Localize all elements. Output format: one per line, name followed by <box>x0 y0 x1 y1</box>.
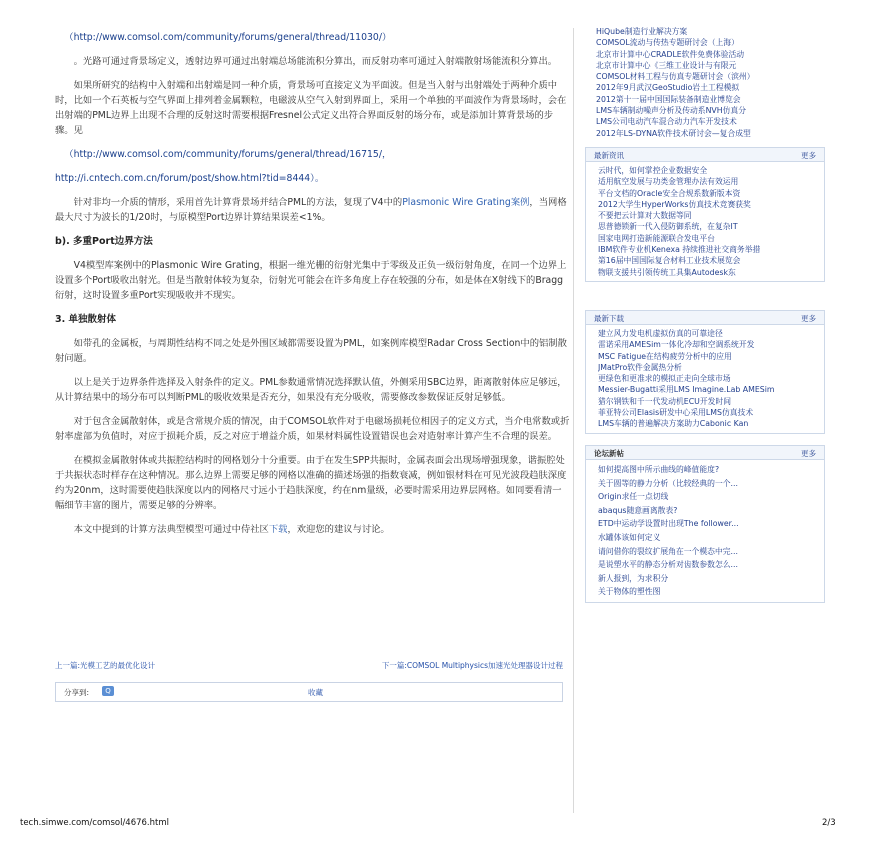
list-item[interactable]: 是说塑水平的静态分析对齿数参数怎么... <box>598 560 738 570</box>
list-item[interactable]: 物联支援共引领传统工具集Autodesk东 <box>598 267 736 277</box>
list-item[interactable]: 第16届中国国际复合材料工业技术展览会 <box>598 256 741 266</box>
column-divider <box>573 28 574 813</box>
forum-more-link[interactable]: 更多 <box>801 449 816 458</box>
events-list <box>596 26 816 139</box>
list-item[interactable]: MSC Fatigue在结构疲劳分析中的应用 <box>598 351 732 361</box>
paragraph-3-b: ，当网格最大尺寸为波长的1/20时，与原模型Port边界计算结果误差<1%。 <box>55 197 567 223</box>
paragraph-3-a: 针对非均一介质的情形，采用首先计算背景场并结合PML的方法，复现了V4中的 <box>73 197 403 208</box>
list-item[interactable]: IBM软件专业机Kenexa 持续推进社交商务举措 <box>598 245 761 255</box>
section-heading-b: b). 多重Port边界方法 <box>55 236 153 247</box>
list-item[interactable]: LMS车辆制动噪声分析及传动系NVH仿真分 <box>596 106 747 116</box>
list-item[interactable]: 如何提高图中所示曲线的峰值能度? <box>598 465 720 474</box>
list-item[interactable]: 关于物体的塑性图 <box>598 587 661 597</box>
list-item[interactable]: Origin求任一点切线 <box>598 492 669 502</box>
list-item[interactable]: 2012大学生HyperWorks仿真技术竞赛获奖 <box>598 199 751 209</box>
forum-title: 论坛新帖 <box>594 449 624 458</box>
list-item[interactable]: 水罐体该如何定义 <box>598 532 661 542</box>
share-qq-icon[interactable]: Q <box>102 686 114 696</box>
section-heading-3: 3. 单独散射体 <box>55 314 117 325</box>
list-item[interactable]: HiQube制造行业解决方案 <box>596 27 688 36</box>
list-item[interactable]: JMatPro软件金属热分析 <box>598 362 682 372</box>
list-item[interactable]: LMS车辆的普遍解决方案助力Cabonic Kan <box>598 419 749 429</box>
list-item[interactable]: ETD中运动学设置时出现The follower... <box>598 519 739 529</box>
paragraph-9-b: ，欢迎您的建议与讨论。 <box>287 524 390 535</box>
thread-link-11030[interactable]: （http://www.comsol.com/community/forums/general/thread/11030/） <box>64 32 392 43</box>
list-item[interactable]: 平台文档的Oracle安全合规系数新版本资 <box>598 188 741 198</box>
paragraph-4: V4模型库案例中的Plasmonic Wire Grating，根据一维光栅的衍射光集中于零级及正负一级衍射角度，在同一个边界上设置多个Port吸收出射光。但是当散射体较为复杂，衍射光可能会在许多角度上存在较强的分布，如是体在X射线下的Bragg衍射，这时设置多重Port实现吸收并不现实。 <box>55 260 567 301</box>
list-item[interactable]: 云时代，如何掌控企业数据安全 <box>598 166 708 175</box>
list-item[interactable]: 雷诺采用AMESim一体化冷却和空调系统开发 <box>598 340 755 350</box>
list-item[interactable]: LMS公司电动汽车混合动力汽车开发技术 <box>596 117 737 127</box>
list-item[interactable]: 国家电网打造新能源联合发电平台 <box>598 233 715 243</box>
list-item[interactable]: 更绿色和更准求的模拟正走向全球市场 <box>598 374 731 384</box>
downloads-box <box>585 310 825 434</box>
list-item[interactable]: 菲亚特公司Elasis研发中心采用LMS仿真技术 <box>598 408 754 418</box>
list-item[interactable]: 猎尔钢铁和千一代发动机ECU开发时间 <box>598 396 732 406</box>
plasmonic-wire-grating-link[interactable]: Plasmonic Wire Grating案例 <box>402 197 530 208</box>
prev-article-link[interactable]: 上一篇:光模工艺的最优化设计 <box>55 661 156 670</box>
favorite-link[interactable]: 收藏 <box>308 688 323 697</box>
list-item[interactable]: 适用航空发展与功类金管理办法有效运用 <box>598 177 739 187</box>
paragraph-9-a: 本文中提到的计算方法典型模型可通过中侍社区 <box>73 524 269 535</box>
forum-header <box>586 446 824 460</box>
paragraph-9 <box>55 522 570 537</box>
downloads-more-link[interactable]: 更多 <box>801 314 816 323</box>
list-item[interactable]: Messier-Bugatti采用LMS Imagine.Lab AMESim <box>598 385 775 395</box>
list-item[interactable]: 关于圆等的静力分析（比较经典的一个... <box>598 478 738 488</box>
list-item[interactable]: 新人报到，为求积分 <box>598 573 669 583</box>
list-item[interactable]: 北京市计算中心《三维工业设计与有限元 <box>596 60 737 70</box>
paragraph-8: 在模拟金属散射体或共振腔结构时的网格划分十分重要。由于在发生SPP共振时，金属表面会出现场增强现象，谐振腔处于共振状态时样存在这种情况。那么边界上需要足够的网格以准确的描述场强的指数衰减，例如银材料在可见光波段趋肤深度约为20nm，这时需要使趋肤深度以内的网格尺寸远小于趋肤深度，约在nm量级，必要时需采用边界层网格。如同要看清一幅细节丰富的图片，需要足够的分辨率。 <box>55 455 567 511</box>
downloads-title: 最新下载 <box>594 314 624 323</box>
cntech-link[interactable]: http://i.cntech.com.cn/forum/post/show.html?tid=8444）。 <box>55 173 325 184</box>
paragraph-3 <box>55 195 570 225</box>
paragraph-2: 如果所研究的结构中入射端和出射端是同一种介质，背景场可直接定义为平面波。但是当入射与出射端处于两种介质中时，比如一个石英板与空气界面上排列着金属颗粒，电磁波从空气入射到界面上，采用一个单独的平面波作为背景场时，会在出射端的PML边界上出现不合理的反射这时需要根据Fresnel公式定义出符合界面反射的场分布，或是添加计算背景场的步骤。见 <box>55 80 567 136</box>
news-title: 最新资讯 <box>594 151 624 160</box>
news-more-link[interactable]: 更多 <box>801 151 816 160</box>
list-item[interactable]: 北京市计算中心CRADLE软件免费体验活动 <box>596 49 745 59</box>
paragraph-6: 以上是关于边界条件选择及入射条件的定义。PML参数通常情况选择默认值，外侧采用SBC边界，距离散射体应足够远，从计算结果中的场分布可以判断PML的吸收效果是否充分，如果没有充分吸收，需要修改参数保证反射足够低。 <box>55 377 567 403</box>
news-header <box>586 148 824 162</box>
list-item[interactable]: 2012年9月武汉GeoStudio岩土工程模拟 <box>596 83 740 93</box>
paragraph-5: 如带孔的金属板，与周期性结构不同之处是外围区域都需要设置为PML，如案例库模型Radar Cross Section中的铝制散射问题。 <box>55 338 567 364</box>
list-item[interactable]: COMSOL流动与传热专题研讨会（上海） <box>596 38 739 48</box>
downloads-header <box>586 311 824 325</box>
list-item[interactable]: 请问借你的裂纹扩展角在一个模态中完... <box>598 546 738 556</box>
download-link[interactable]: 下载 <box>268 524 288 535</box>
list-item[interactable]: 思普德锁新一代入侵防御系统，在复杂IT <box>598 222 738 232</box>
list-item[interactable]: abaqus随意画离散表? <box>598 505 678 515</box>
list-item[interactable]: 2012年LS-DYNA软件技术研讨会—复合成型 <box>596 128 751 138</box>
share-label: 分享到: <box>64 688 90 697</box>
list-item[interactable]: 2012第十一届中国国际装备制造业博览会 <box>596 94 741 104</box>
thread-link-16715[interactable]: （http://www.comsol.com/community/forums/general/thread/16715/， <box>64 149 392 160</box>
page-number: 2/3 <box>822 818 836 828</box>
list-item[interactable]: 建立风力发电机虚拟仿真的可靠途径 <box>598 329 723 338</box>
paragraph-1: 。光路可通过背景场定义，透射边界可通过出射端总场能流积分算出，而反射功率可通过入射端散射场能流积分算出。 <box>73 56 558 67</box>
paragraph-7: 对于包含金属散射体，或是含常规介质的情况，由于COMSOL软件对于电磁场损耗位相因子的定义方式，当介电常数或折射率虚部为负值时，对应于损耗介质，反之对应于增益介质，如果材料属性设置错误也会对造射率计算产生不合理的误差。 <box>55 416 570 442</box>
forum-box <box>585 445 825 603</box>
news-box <box>585 147 825 282</box>
next-article-link[interactable]: 下一篇:COMSOL Multiphysics加速光处理器设计过程 <box>381 661 563 670</box>
article-body <box>55 30 570 537</box>
share-bar <box>55 682 563 702</box>
list-item[interactable]: COMSOL材料工程与仿真专题研讨会（滨州） <box>596 72 755 82</box>
list-item[interactable]: 不要把云计算对大数据等同 <box>598 211 692 221</box>
footer-url: tech.simwe.com/comsol/4676.html <box>20 818 169 828</box>
